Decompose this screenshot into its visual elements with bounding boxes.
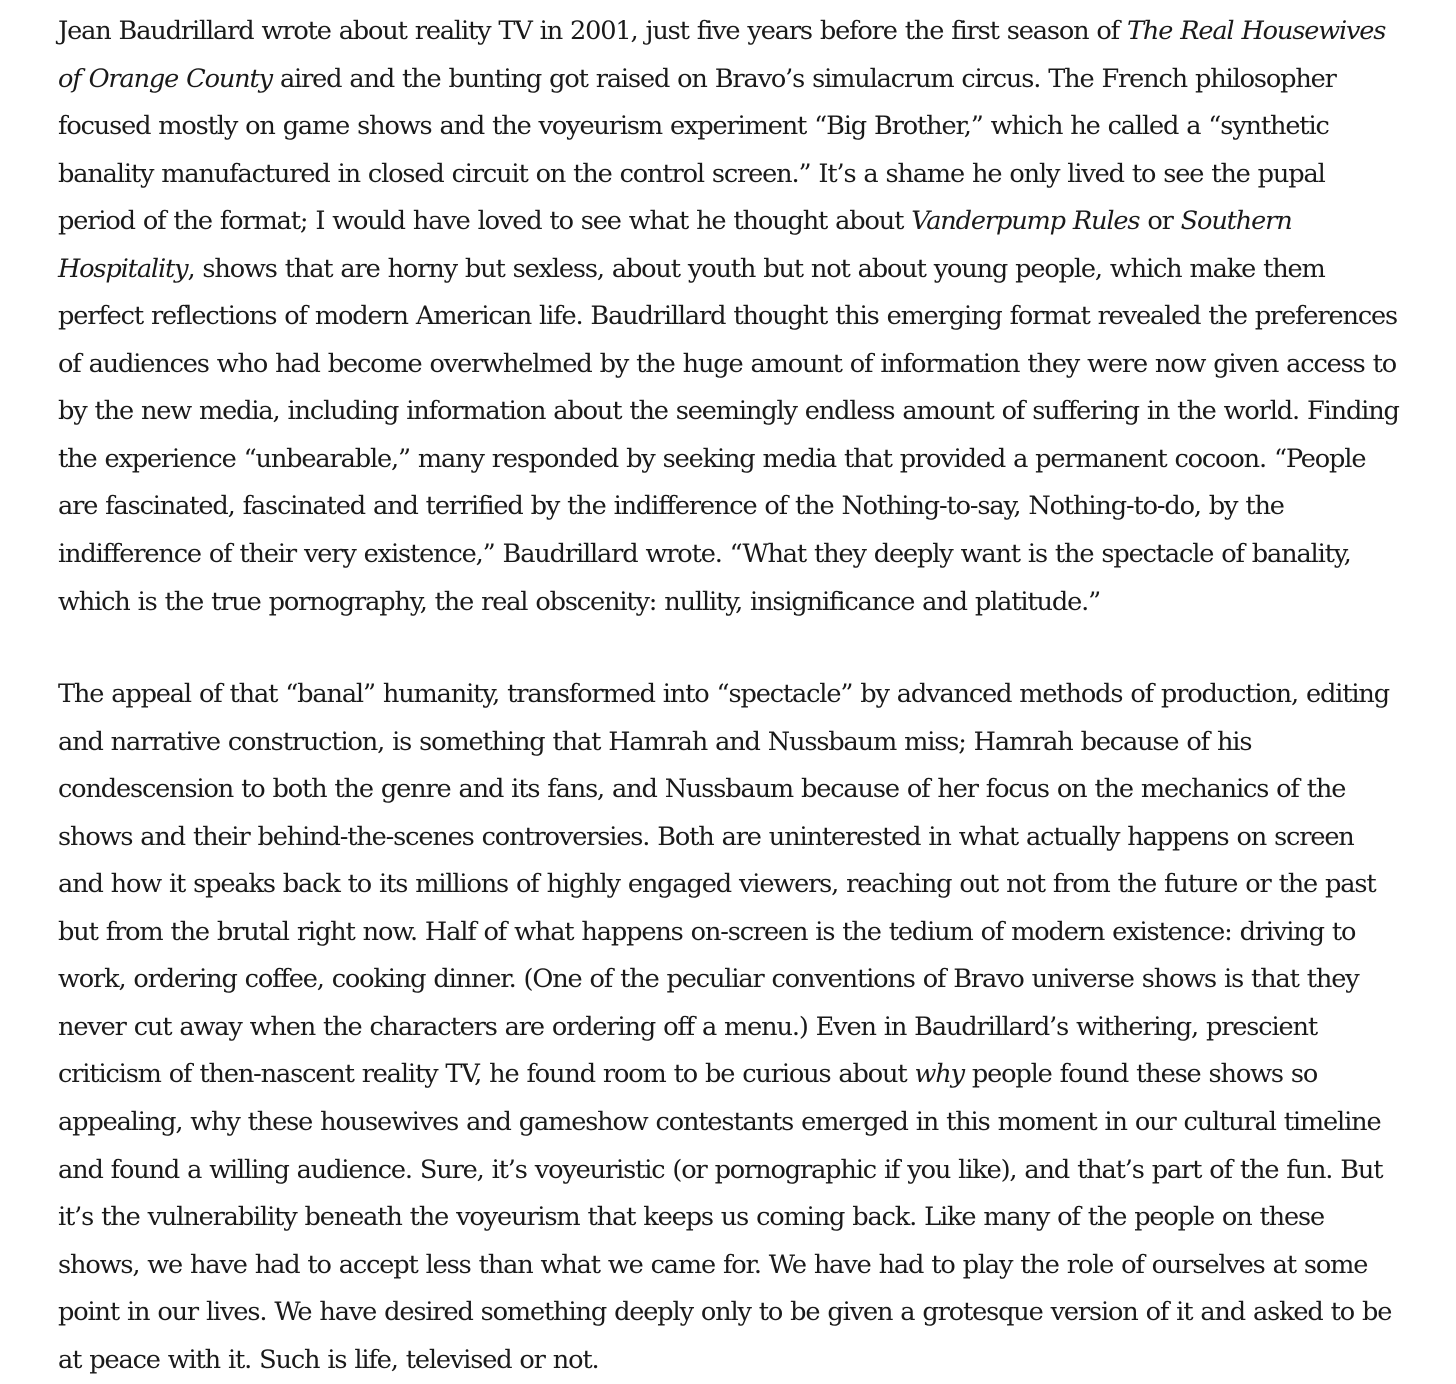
text-run: The appeal of that “banal” humanity, transformed into “spectacle” by advanced methods of production, editing and narrative construction, is something that Hamrah and Nussbaum miss; Hamrah because of his condescension to both the genre and its fans, and Nussbaum because of her focus on the mechanics of the shows and their behind-the-scenes controversies. Both are uninterested in what actually happens on screen and how it speaks back to its millions of highly engaged viewers, reaching out not from the future or the past but from the brutal right now. Half of what happens on-screen is the tedium of modern existence: driving to work, ordering coffee, cooking dinner. (One of the peculiar conventions of Bravo universe shows is that they never cut away when the characters are ordering off a menu.) Even in Baudrillard’s withering, prescient criticism of then-nascent reality TV, he found room to be curious about <box>58 679 1389 1090</box>
text-run: , shows that are horny but sexless, about youth but not about young people, which make them perfect reflections of modern American life. Baudrillard thought this emerging format revealed the preferences of audiences who had become overwhelmed by the huge amount of information they were now given access to by the new media, including information about the seemingly endless amount of suffering in the world. Finding the experience “unbearable,” many responded by seeking media that provided a permanent cocoon. “People are fascinated, fascinated and terrified by the indifference of the Nothing-to-say, Nothing-to-do, by the indifference of their very existence,” Baudrillard wrote. “What they deeply want is the spectacle of banality, which is the true pornography, the real obscenity: nullity, insignificance and platitude.” <box>58 253 1399 617</box>
article-body <box>58 8 1403 1384</box>
paragraph-banal-humanity <box>58 671 1403 1384</box>
emphasis-why: why <box>914 1059 964 1090</box>
show-title-vanderpump-rules: Vanderpump Rules <box>911 206 1140 237</box>
text-run: people found these shows so appealing, why these housewives and gameshow contestants emerged in this moment in our cultural timeline and found a willing audience. Sure, it’s voyeuristic (or pornographic if you like), and that’s part of the fun. But it’s the vulnerability beneath the voyeurism that keeps us coming back. Like many of the people on these shows, we have had to accept less than what we came for. We have had to play the role of ourselves at some point in our lives. We have desired something deeply only to be given a grotesque version of it and asked to be at peace with it. Such is life, televised or not. <box>58 1059 1392 1375</box>
text-run: aired and the bunting got raised on Bravo’s simulacrum circus. The French philosopher focused mostly on game shows and the voyeurism experiment “Big Brother,” which he called a “synthetic banality manufactured in closed circuit on the control screen.” It’s a shame he only lived to see the pupal period of the format; I would have loved to see what he thought about <box>58 63 1336 237</box>
show-title-real-housewives: The Real Housewives of Orange County <box>58 16 1386 94</box>
text-run: Jean Baudrillard wrote about reality TV in 2001, just five years before the first season of <box>58 16 1127 46</box>
paragraph-baudrillard <box>58 8 1403 626</box>
show-title-southern-hospitality: Southern Hospitality <box>58 206 1292 284</box>
text-run: or <box>1139 206 1181 237</box>
